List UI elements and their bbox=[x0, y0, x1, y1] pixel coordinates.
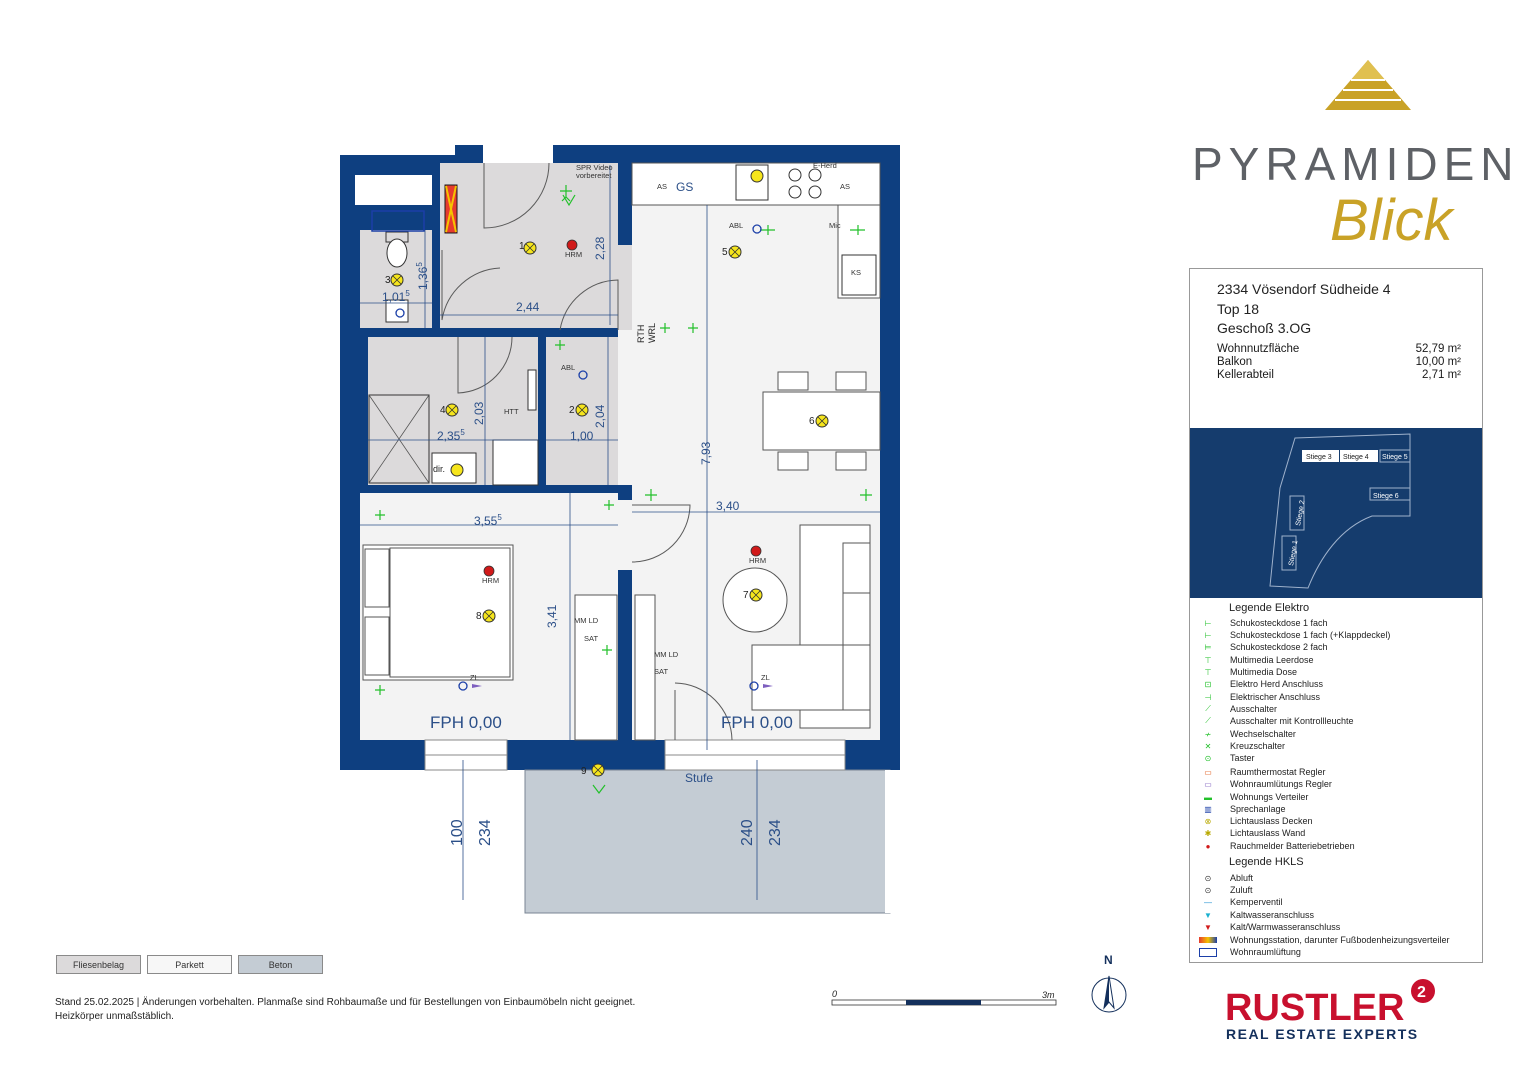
label-mmld: MM LD bbox=[574, 616, 599, 625]
label-hrm: HRM bbox=[565, 250, 583, 259]
north-arrow bbox=[1090, 950, 1130, 1020]
light-number: 4 bbox=[440, 405, 446, 416]
legend-item: ▼ Kaltwasseranschluss bbox=[1198, 909, 1314, 921]
light-number: 2 bbox=[569, 405, 575, 416]
label-sat: SAT bbox=[654, 667, 669, 676]
label-ks: KS bbox=[851, 268, 862, 277]
material-concrete: Beton bbox=[238, 955, 323, 974]
label-spr: SPR Video bbox=[576, 163, 613, 172]
legend-item: ⊤ Multimedia Leerdose bbox=[1198, 654, 1314, 666]
material-parquet: Parkett bbox=[147, 955, 232, 974]
scale-end: 3m bbox=[1042, 990, 1055, 1000]
stove-icon: ⊡ bbox=[1204, 679, 1212, 689]
light-number: 5 bbox=[722, 247, 728, 258]
light-number: 6 bbox=[809, 416, 815, 427]
balcony bbox=[525, 770, 890, 913]
dim-wc-width: 1,01$^5$ bbox=[382, 289, 410, 304]
dim-balcony-right-2: 234 bbox=[767, 819, 784, 846]
ceiling-light-icon: ⊗ bbox=[1204, 816, 1212, 826]
label-htt: HTT bbox=[504, 407, 519, 416]
label-dir: dir. bbox=[433, 464, 446, 474]
light-number: 7 bbox=[743, 590, 749, 601]
legend-item: ⊙ Taster bbox=[1198, 752, 1255, 764]
legend-item: ⊗ Lichtauslass Decken bbox=[1198, 815, 1313, 827]
label-as: AS bbox=[840, 182, 851, 191]
media-box-icon: ⊤ bbox=[1204, 655, 1212, 665]
legend-item: ▥ Sprechanlage bbox=[1198, 803, 1286, 815]
media-socket-icon: ⊤ bbox=[1204, 667, 1212, 677]
stiege-label: Stiege 6 bbox=[1373, 493, 1399, 500]
legend-item: Wohnraumlüftung bbox=[1198, 946, 1301, 958]
smoke-detector-icon: ● bbox=[1205, 841, 1211, 851]
dim-bed-height: 3,41 bbox=[545, 604, 559, 628]
dim-hall-width: 2,44 bbox=[516, 300, 540, 314]
area-row: Balkon 10,00 m² bbox=[1217, 356, 1461, 368]
exhaust-icon: ⊙ bbox=[1204, 873, 1212, 883]
floor-plan bbox=[330, 140, 910, 930]
rustler-logo bbox=[1185, 965, 1485, 1045]
label-sat: SAT bbox=[584, 634, 599, 643]
wall-light-icon: ✱ bbox=[1204, 828, 1212, 838]
scale-start: 0 bbox=[832, 989, 838, 999]
switch-light-icon: ⟋ bbox=[1205, 716, 1211, 725]
label-abl: ABL bbox=[729, 221, 744, 230]
label-as: AS bbox=[657, 182, 668, 191]
label-mmld: MM LD bbox=[654, 650, 679, 659]
legend-hkls-title: Legende HKLS bbox=[1229, 856, 1304, 868]
shaft-top bbox=[355, 175, 432, 205]
legend-item: ⟋ Ausschalter mit Kontrollleuchte bbox=[1198, 715, 1354, 727]
dim-balcony-left-1: 100 bbox=[449, 819, 466, 846]
intercom-icon: ▥ bbox=[1204, 804, 1212, 814]
legend-item: ✕ Kreuzschalter bbox=[1198, 740, 1285, 752]
light-number: 9 bbox=[581, 766, 587, 777]
stiege-label: Stiege 4 bbox=[1343, 454, 1369, 461]
dim-wc-height: 1,36$^5$ bbox=[415, 262, 430, 290]
label-hrm: HRM bbox=[482, 576, 500, 585]
scale-bar bbox=[828, 988, 1058, 1008]
site-map bbox=[1189, 428, 1483, 598]
dim-balcony-right-1: 240 bbox=[739, 819, 756, 846]
ventilation-unit-icon bbox=[1198, 947, 1218, 957]
legend-item: ⊢ Schukosteckdose 1 fach bbox=[1198, 617, 1328, 629]
light-number: 3 bbox=[385, 275, 391, 286]
label-spr2: vorbereitet bbox=[576, 171, 612, 180]
label-wrl: WRL bbox=[647, 323, 657, 343]
double-socket-icon: ⊨ bbox=[1204, 642, 1212, 652]
switch-icon: ⟋ bbox=[1205, 704, 1211, 713]
stiege-label: Stiege 5 bbox=[1382, 454, 1408, 461]
footer-note: Stand 25.02.2025 | Änderungen vorbehalten. Planmaße sind Rohbaumaße und für Bestellungen von Einbaumöbeln nicht geeignet. Heizkörper unmaßstäblich. bbox=[55, 997, 636, 1022]
legend-item: ▭ Wohnraumlütungs Regler bbox=[1198, 778, 1332, 790]
dim-bath-width: 2,35$^5$ bbox=[437, 428, 465, 443]
fph-label-bedroom: FPH 0,00 bbox=[430, 713, 502, 732]
dim-living-height: 7,93 bbox=[699, 441, 713, 465]
legend bbox=[1189, 598, 1483, 963]
unit-number: Top 18 bbox=[1217, 301, 1260, 317]
legend-item: ⊤ Multimedia Dose bbox=[1198, 666, 1297, 678]
legend-item: ▭ Raumthermostat Regler bbox=[1198, 766, 1326, 778]
legend-item: — Kemperventil bbox=[1198, 896, 1283, 908]
light-number: 8 bbox=[476, 611, 482, 622]
changeover-switch-icon: ≁ bbox=[1204, 729, 1212, 739]
address: 2334 Vösendorf Südheide 4 bbox=[1217, 281, 1391, 297]
dim-living-width: 3,40 bbox=[716, 499, 740, 513]
dim-hall-height: 2,28 bbox=[593, 236, 607, 260]
entry-opening bbox=[483, 145, 553, 163]
label-zl: ZL bbox=[761, 673, 770, 682]
legend-item: ✱ Lichtauslass Wand bbox=[1198, 827, 1305, 839]
north-label: N bbox=[1104, 953, 1113, 967]
electric-connection-icon: ⊣ bbox=[1204, 692, 1212, 702]
legend-item: ≁ Wechselschalter bbox=[1198, 728, 1296, 740]
area-row: Wohnnutzfläche 52,79 m² bbox=[1217, 343, 1461, 355]
cross-switch-icon: ✕ bbox=[1204, 741, 1212, 751]
legend-item: Wohnungsstation, darunter Fußbodenheizungsverteiler bbox=[1198, 934, 1449, 946]
rustler-name: RUSTLER bbox=[1225, 987, 1405, 1029]
socket-cover-icon: ⊢ bbox=[1204, 630, 1212, 640]
stiege-label: Stiege 3 bbox=[1306, 454, 1332, 461]
brand-name: PYRAMIDEN bbox=[1192, 138, 1520, 190]
fph-label-living: FPH 0,00 bbox=[721, 713, 793, 732]
label-hrm: HRM bbox=[749, 556, 767, 565]
unit-info bbox=[1189, 268, 1483, 429]
kemper-valve-icon: — bbox=[1204, 897, 1212, 907]
hot-cold-water-icon: ▼ bbox=[1204, 922, 1212, 932]
area-row: Kellerabteil 2,71 m² bbox=[1217, 369, 1461, 381]
legend-item: ● Rauchmelder Batteriebetrieben bbox=[1198, 840, 1355, 852]
label-eherd: E-Herd bbox=[813, 161, 837, 170]
dim-storage-width: 1,00 bbox=[570, 429, 594, 443]
floor-level: Geschoß 3.OG bbox=[1217, 320, 1312, 336]
legend-item: ▬ Wohnungs Verteiler bbox=[1198, 791, 1308, 803]
rustler-superscript: 2 bbox=[1417, 984, 1426, 1001]
label-zl: ZL bbox=[470, 673, 479, 682]
rustler-tagline: REAL ESTATE EXPERTS bbox=[1226, 1026, 1419, 1042]
socket-icon: ⊢ bbox=[1204, 618, 1212, 628]
label-rth: RTH bbox=[636, 324, 646, 343]
label-gs: GS bbox=[676, 180, 694, 194]
dim-storage-height: 2,04 bbox=[593, 404, 607, 428]
legend-item: ▼ Kalt/Warmwasseranschluss bbox=[1198, 921, 1340, 933]
legend-item: ⊨ Schukosteckdose 2 fach bbox=[1198, 641, 1328, 653]
light-number: 1 bbox=[519, 241, 525, 252]
station-icon bbox=[1198, 935, 1218, 945]
brand-script: Blick bbox=[1330, 188, 1453, 253]
stiege-label: Stiege 1 bbox=[1288, 539, 1300, 567]
pyramid-icon bbox=[1325, 60, 1411, 110]
material-tile: Fliesenbelag bbox=[56, 955, 141, 974]
pyramiden-blick-logo bbox=[1185, 55, 1520, 255]
stiege-label: Stiege 2 bbox=[1295, 499, 1307, 527]
supply-air-icon: ⊙ bbox=[1204, 885, 1212, 895]
legend-item: ⊣ Elektrischer Anschluss bbox=[1198, 691, 1320, 703]
dim-bed-width: 3,55$^5$ bbox=[474, 513, 502, 528]
button-switch-icon: ⊙ bbox=[1204, 753, 1212, 763]
legend-item: ⊢ Schukosteckdose 1 fach (+Klappdeckel) bbox=[1198, 629, 1390, 641]
cold-water-icon: ▼ bbox=[1204, 910, 1212, 920]
label-mic: Mic bbox=[829, 221, 841, 230]
balcony-right-strip bbox=[885, 770, 892, 913]
legend-item: ⊡ Elektro Herd Anschluss bbox=[1198, 678, 1323, 690]
dim-bath-height: 2,03 bbox=[472, 401, 486, 425]
legend-item: ⊙ Zuluft bbox=[1198, 884, 1253, 896]
label-stufe: Stufe bbox=[685, 771, 714, 785]
label-abl: ABL bbox=[561, 363, 576, 372]
dim-balcony-left-2: 234 bbox=[477, 819, 494, 846]
legend-item: ⟋ Ausschalter bbox=[1198, 703, 1277, 715]
corridor-floor bbox=[618, 330, 632, 570]
legend-item: ⊙ Abluft bbox=[1198, 872, 1253, 884]
ventilation-control-icon: ▭ bbox=[1204, 779, 1212, 789]
thermostat-icon: ▭ bbox=[1204, 767, 1212, 777]
distribution-board-icon: ▬ bbox=[1204, 792, 1212, 802]
legend-elektro-title: Legende Elektro bbox=[1229, 602, 1310, 614]
